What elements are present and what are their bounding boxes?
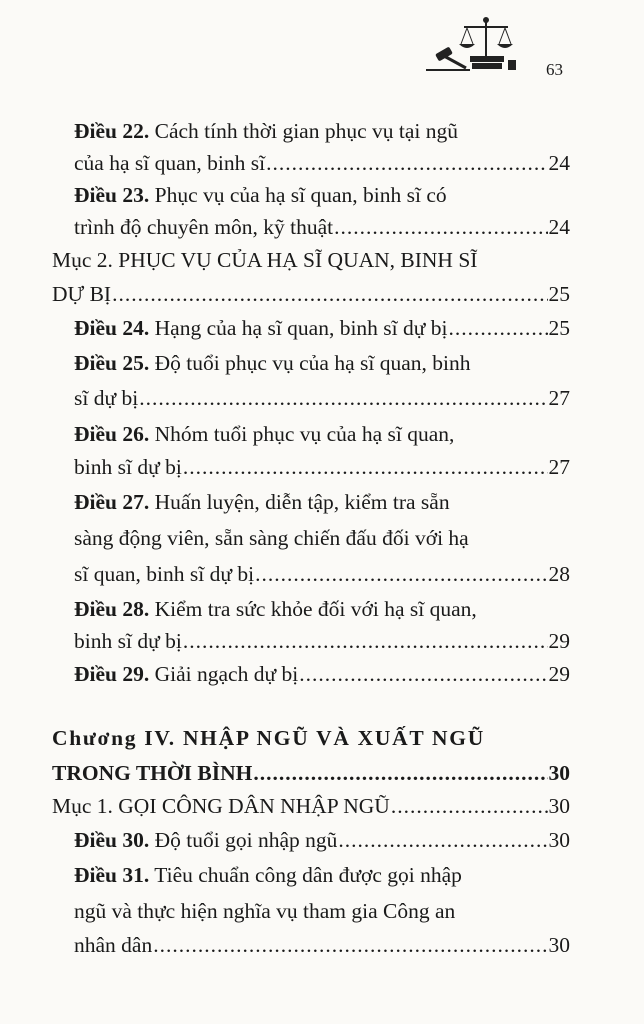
- toc-page-number: 24: [548, 215, 570, 239]
- toc-page-number: 30: [548, 828, 570, 852]
- toc-entry-line: [52, 757, 570, 789]
- toc-section-muc-1: [52, 790, 570, 822]
- page-number: 63: [546, 60, 563, 79]
- toc-title-line: trình độ chuyên môn, kỹ thuật: [74, 215, 334, 239]
- toc-title-line: binh sĩ dự bị: [74, 455, 182, 479]
- toc-title-line: Giải ngạch dự bị: [154, 662, 299, 686]
- toc-entry-line: [74, 382, 570, 414]
- toc-entry-line: [74, 211, 570, 243]
- toc-entry-line: [74, 522, 570, 554]
- toc-title-line: sĩ dự bị: [74, 386, 139, 410]
- toc-title-line: Kiểm tra sức khỏe đối với hạ sĩ quan,: [154, 597, 477, 621]
- dot-leader: [255, 558, 547, 590]
- toc-entry-line: [74, 625, 570, 657]
- dot-leader: [338, 824, 547, 856]
- toc-entry-line: [52, 278, 570, 310]
- toc-label: Điều 30.: [74, 828, 150, 852]
- dot-leader: [449, 312, 548, 344]
- dot-leader: [334, 211, 547, 243]
- toc-page-number: 28: [548, 562, 570, 586]
- toc-entry-dieu-31: [74, 859, 570, 891]
- dot-leader: [299, 658, 547, 690]
- toc-label: Điều 24.: [74, 316, 150, 340]
- toc-label: Điều 27.: [74, 490, 150, 514]
- toc-title-line: nhân dân: [74, 933, 153, 957]
- toc-page-number: 29: [548, 662, 570, 686]
- toc-title-line: Phục vụ của hạ sĩ quan, binh sĩ có: [154, 183, 447, 207]
- toc-page-number: 27: [548, 455, 570, 479]
- toc-title-line: sĩ quan, binh sĩ dự bị: [74, 562, 255, 586]
- toc-page-number: 30: [548, 794, 570, 818]
- toc-entry-dieu-25: [74, 347, 570, 379]
- toc-entry-line: [74, 558, 570, 590]
- toc-title-line: Mục 1. GỌI CÔNG DÂN NHẬP NGŨ: [52, 794, 390, 818]
- toc-page-number: 24: [548, 151, 570, 175]
- toc-page-number: 29: [548, 629, 570, 653]
- dot-leader: [112, 278, 547, 310]
- toc-entry-line: [74, 895, 570, 927]
- toc-page-number: 25: [548, 282, 570, 306]
- toc-label: Điều 25.: [74, 351, 150, 375]
- toc-entry-dieu-24: [74, 312, 570, 344]
- toc-title-line: binh sĩ dự bị: [74, 629, 182, 653]
- toc-label: Điều 29.: [74, 662, 150, 686]
- dot-leader: [139, 382, 547, 414]
- toc-entry-dieu-27: [74, 486, 570, 518]
- toc-chapter-iv: [52, 722, 570, 754]
- dot-leader: [253, 757, 547, 789]
- toc-title-line: Hạng của hạ sĩ quan, binh sĩ dự bị: [154, 316, 448, 340]
- toc-title-line: Độ tuổi gọi nhập ngũ: [154, 828, 338, 852]
- toc-title-line: Cách tính thời gian phục vụ tại ngũ: [154, 119, 458, 143]
- toc-entry-dieu-23: [74, 179, 570, 211]
- toc-label: Điều 26.: [74, 422, 150, 446]
- toc-page-number: 30: [548, 933, 570, 957]
- toc-label: Điều 28.: [74, 597, 150, 621]
- toc-label: Điều 22.: [74, 119, 150, 143]
- toc-entry-dieu-29: [74, 658, 570, 690]
- toc-title-line: ngũ và thực hiện nghĩa vụ tham gia Công an: [74, 899, 456, 923]
- toc-title-line: Độ tuổi phục vụ của hạ sĩ quan, binh: [154, 351, 471, 375]
- dot-leader: [183, 625, 548, 657]
- toc-entry-dieu-30: [74, 824, 570, 856]
- toc-page-number: 27: [548, 386, 570, 410]
- toc-label: Điều 31.: [74, 863, 150, 887]
- toc-label: Điều 23.: [74, 183, 150, 207]
- toc-entry-line: [74, 929, 570, 961]
- dot-leader: [183, 451, 548, 483]
- toc-title-line: Tiêu chuẩn công dân được gọi nhập: [154, 863, 462, 887]
- chapter-title-line: TRONG THỜI BÌNH: [52, 761, 253, 785]
- dot-leader: [391, 790, 548, 822]
- toc-entry-dieu-22: [74, 115, 570, 147]
- toc-title-line: DỰ BỊ: [52, 282, 112, 306]
- toc-section-muc-2: [52, 244, 570, 276]
- toc-title-line: của hạ sĩ quan, binh sĩ: [74, 151, 266, 175]
- toc-title-line: Mục 2. PHỤC VỤ CỦA HẠ SĨ QUAN, BINH SĨ: [52, 248, 478, 272]
- toc-entry-line: [74, 451, 570, 483]
- dot-leader: [266, 147, 547, 179]
- toc-title-line: Nhóm tuổi phục vụ của hạ sĩ quan,: [154, 422, 455, 446]
- toc-title-line: Huấn luyện, diễn tập, kiểm tra sẵn: [154, 490, 450, 514]
- toc-page-number: 25: [548, 316, 570, 340]
- toc-entry-dieu-26: [74, 418, 570, 450]
- chapter-title-line: Chương IV. NHẬP NGŨ VÀ XUẤT NGŨ: [52, 726, 485, 750]
- toc-entry-dieu-28: [74, 593, 570, 625]
- toc-entry-line: [74, 147, 570, 179]
- toc-title-line: sàng động viên, sẵn sàng chiến đấu đối với hạ: [74, 526, 469, 550]
- dot-leader: [153, 929, 547, 961]
- toc-page-number: 30: [548, 761, 570, 785]
